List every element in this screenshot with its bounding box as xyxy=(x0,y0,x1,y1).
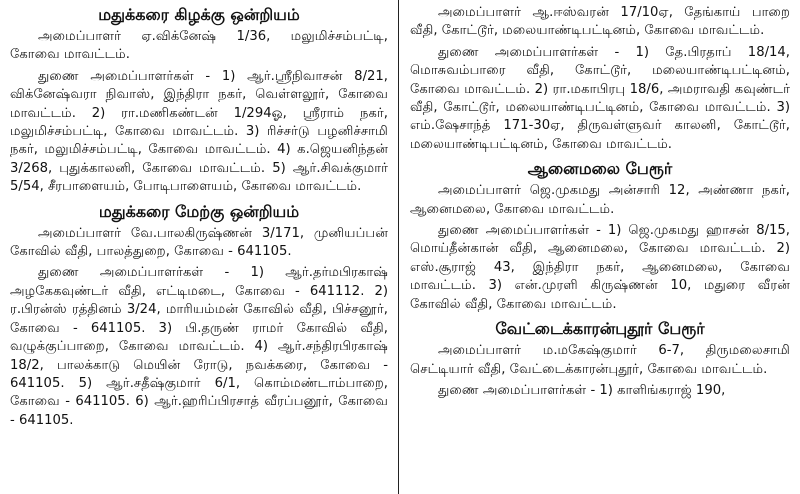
section-heading-madukkarai-west: மதுக்கரை மேற்கு ஒன்றியம் xyxy=(98,201,300,221)
deputy-organizers-paragraph: துணை அமைப்பாளர்கள் - 1) தே.பிரதாப் 18/14, மொசுவம்பாரை வீதி, கோட்டூர், மலையாண்டிபட்டினம், கோவை மாவட்டம். 2) ரா.மகாபிரபு 18/6, அமராவதி கவுண்டர் வீதி, கோட்டூர், மலையாண்டிபட்டினம், கோவை மாவட்டம். 3) எம்.ஷேசாந்த் 171-30ஏ, திருவள்ளுவர் காலனி, கோட்டூர், மலையாண்டிபட்டினம், கோவை மாவட்டம். xyxy=(410,44,790,152)
organizer-paragraph: அமைப்பாளர் ஏ.விக்னேஷ் 1/36, மலுமிச்சம்பட்டி, கோவை மாவட்டம். xyxy=(10,29,388,63)
section-heading-vettaikaranputhur: வேட்டைக்காரன்புதூர் பேரூர் xyxy=(495,319,705,339)
section-heading-anaimalai: ஆனைமலை பேரூர் xyxy=(527,159,673,179)
organizer-paragraph: அமைப்பாளர் ஜெ.முகமது அன்சாரி 12, அண்ணா நகர், ஆனைமலை, கோவை மாவட்டம். xyxy=(410,183,790,217)
deputy-organizers-paragraph: துணை அமைப்பாளர்கள் - 1) ஆர்.ஸ்ரீநிவாசன் 8/21, விக்னேஷ்வரா நிவாஸ், இந்திரா நகர், வெள்ளலூர், கோவை மாவட்டம். 2) ரா.மணிகண்டன் 1/294ஓ, ஸ்ரீராம் நகர், மலுமிச்சம்பட்டி, கோவை மாவட்டம். 3) ரிச்சர்டு பழனிச்சாமி நகர், மலுமிச்சம்பட்டி, கோவை மாவட்டம். 4) க.ஜெயனிந்தன் 3/268, புதுக்காலனி, கோவை மாவட்டம். 5) ஆர்.சிவக்குமார் 5/54, சீரபாளையம், போடிபாளையம், கோவை மாவட்டம். xyxy=(10,68,388,195)
organizer-paragraph: அமைப்பாளர் வே.பாலகிருஷ்ணன் 3/171, முனியப்பன் கோவில் வீதி, பாலத்துறை, கோவை - 641105. xyxy=(10,225,388,260)
deputy-organizers-paragraph: துணை அமைப்பாளர்கள் - 1) ஜெ.முகமது ஹாசன் 8/15, மொய்தீன்கான் வீதி, ஆனைமலை, கோவை மாவட்டம். 2) எஸ்.சூராஜ் 43, இந்திரா நகர், ஆனைமலை, கோவை மாவட்டம். 3) என்.முரளி கிருஷ்ணன் 10, மதுரை வீரன் கோவில் வீதி, கோவை மாவட்டம். xyxy=(410,223,790,312)
organizer-paragraph: அமைப்பாளர் ம.மகேஷ்குமார் 6-7, திருமலைசாமி செட்டியார் வீதி, வேட்டைக்காரன்புதூர், கோவை மாவட்டம். xyxy=(410,343,790,377)
right-column xyxy=(410,0,790,494)
section-heading-madukkarai-east: மதுக்கரை கிழக்கு ஒன்றியம் xyxy=(98,5,300,24)
organizer-paragraph: அமைப்பாளர் ஆ.ஈஸ்வரன் 17/10ஏ, தேங்காய் பாறை வீதி, கோட்டூர், மலையாண்டிபட்டினம், கோவை மாவட்டம். xyxy=(410,5,790,39)
column-divider xyxy=(398,0,399,494)
deputy-organizers-paragraph: துணை அமைப்பாளர்கள் - 1) ஆர்.தர்மபிரகாஷ் அழகேகவுண்டர் வீதி, எட்டிமடை, கோவை - 641112. 2) ர.பிரன்ஸ் ரத்தினம் 3/24, மாரியம்மன் கோவில் வீதி, பிச்சனூர், கோவை - 641105. 3) பி.தருண் ராமர் கோவில் வீதி, வழுக்குப்பாறை, கோவை மாவட்டம். 4) ஆர்.சந்திரபிரகாஷ் 18/2, பாலக்காடு மெயின் ரோடு, நவக்கரை, கோவை - 641105. 5) ஆர்.சதீஷ்குமார் 6/1, கொம்மண்டாம்பாறை, கோவை - 641105. 6) ஆர்.ஹரிப்பிரசாத் வீரப்பனூர், கோவை - 641105. xyxy=(10,265,388,428)
left-column xyxy=(10,0,388,494)
deputy-organizers-paragraph: துணை அமைப்பாளர்கள் - 1) காளிங்கராஜ் 190, xyxy=(438,382,726,398)
